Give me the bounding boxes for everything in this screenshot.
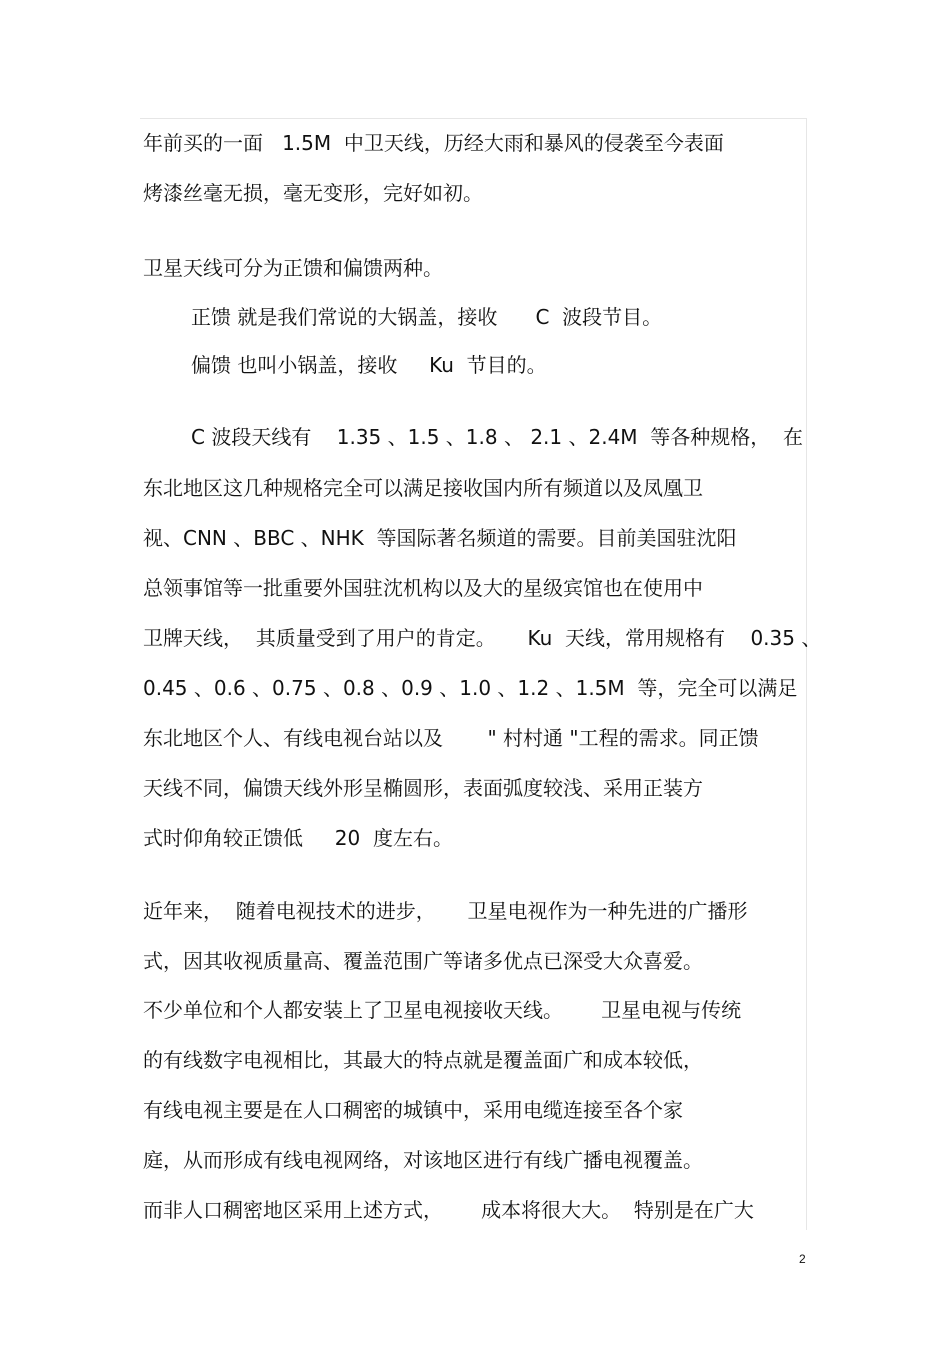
text-line: 年前买的一面 1.5M 中卫天线，历经大雨和暴风的侵袭至今表面 xyxy=(143,131,724,155)
text-line: C 波段天线有 1.35 、1.5 、1.8 、 2.1 、2.4M 等各种规格， 在 xyxy=(191,425,803,449)
text-line: 偏馈 也叫小锅盖，接收 Ku 节目的。 xyxy=(191,353,547,377)
text-line: 天线不同，偏馈天线外形呈椭圆形，表面弧度较浅、采用正装方 xyxy=(143,776,703,800)
text-line: 东北地区这几种规格完全可以满足接收国内所有频道以及凤凰卫 xyxy=(143,476,703,500)
text-line: 而非人口稠密地区采用上述方式， 成本将很大大。 特别是在广大 xyxy=(143,1198,754,1222)
text-line: 近年来， 随着电视技术的进步， 卫星电视作为一种先进的广播形 xyxy=(143,899,748,923)
text-line: 式，因其收视质量高、覆盖范围广等诸多优点已深受大众喜爱。 xyxy=(143,949,703,973)
text-line: 视、CNN 、BBC 、NHK 等国际著名频道的需要。目前美国驻沈阳 xyxy=(143,526,737,550)
text-line: 正馈 就是我们常说的大锅盖，接收 C 波段节目。 xyxy=(191,305,663,329)
text-line: 卫牌天线， 其质量受到了用户的肯定。 Ku 天线，常用规格有 0.35 、 xyxy=(143,626,822,650)
text-line: 的有线数字电视相比，其最大的特点就是覆盖面广和成本较低， xyxy=(143,1048,703,1072)
text-line: 有线电视主要是在人口稠密的城镇中，采用电缆连接至各个家 xyxy=(143,1098,683,1122)
page-number: 2 xyxy=(799,1252,806,1266)
text-line: 不少单位和个人都安装上了卫星电视接收天线。 卫星电视与传统 xyxy=(143,998,742,1022)
text-line: 庭，从而形成有线电视网络，对该地区进行有线广播电视覆盖。 xyxy=(143,1148,703,1172)
text-line: 0.45 、0.6 、0.75 、0.8 、0.9 、1.0 、1.2 、1.5M 等，完全可以满足 xyxy=(143,676,798,700)
text-line: 总领事馆等一批重要外国驻沈机构以及大的星级宾馆也在使用中 xyxy=(143,576,703,600)
text-line: 式时仰角较正馈低 20 度左右。 xyxy=(143,826,453,850)
text-line: 烤漆丝毫无损，毫无变形，完好如初。 xyxy=(143,181,483,205)
text-line: 东北地区个人、有线电视台站以及 " 村村通 "工程的需求。同正馈 xyxy=(143,726,759,750)
text-line: 卫星天线可分为正馈和偏馈两种。 xyxy=(143,256,443,280)
